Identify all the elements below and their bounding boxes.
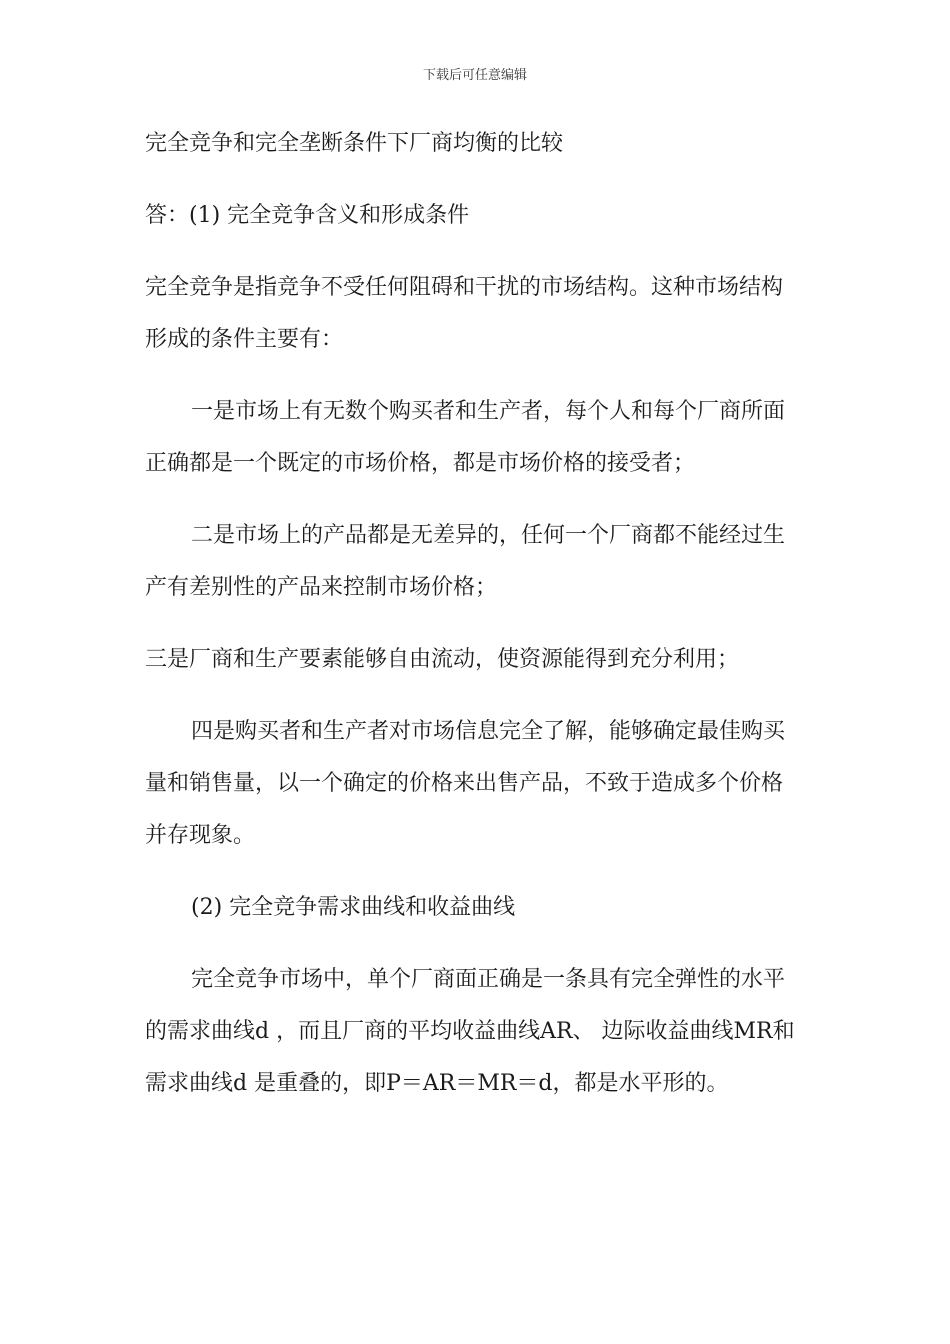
- paragraph-condition-2: 二是市场上的产品都是无差异的，任何一个厂商都不能经过生产有差别性的产品来控制市场价格；: [145, 523, 786, 600]
- header-note: 下载后可任意编辑: [422, 68, 527, 83]
- document-body: [145, 118, 795, 1130]
- document-title: 完全竞争和完全垄断条件下厂商均衡的比较: [145, 131, 564, 156]
- paragraph-definition: 完全竞争是指竞争不受任何阻碍和干扰的市场结构。这种市场结构形成的条件主要有：: [145, 275, 784, 352]
- paragraph-condition-4: 四是购买者和生产者对市场信息完全了解，能够确定最佳购买量和销售量，以一个确定的价格来出售产品，不致于造成多个价格并存现象。: [145, 719, 786, 848]
- paragraph-condition-1: 一是市场上有无数个购买者和生产者，每个人和每个厂商所面正确都是一个既定的市场价格，都是市场价格的接受者；: [145, 399, 786, 476]
- section-heading-2: (2) 完全竞争需求曲线和收益曲线: [191, 895, 516, 920]
- paragraph-condition-3: 三是厂商和生产要素能够自由流动，使资源能得到充分利用；: [145, 647, 740, 672]
- paragraph-demand-curve: 完全竞争市场中，单个厂商面正确是一条具有完全弹性的水平的需求曲线d ，而且厂商的平均收益曲线AR、 边际收益曲线MR和需求曲线d 是重叠的，即P＝AR＝MR＝d，都是水平形的。: [145, 967, 795, 1096]
- answer-heading: 答：(1) 完全竞争含义和形成条件: [145, 203, 470, 228]
